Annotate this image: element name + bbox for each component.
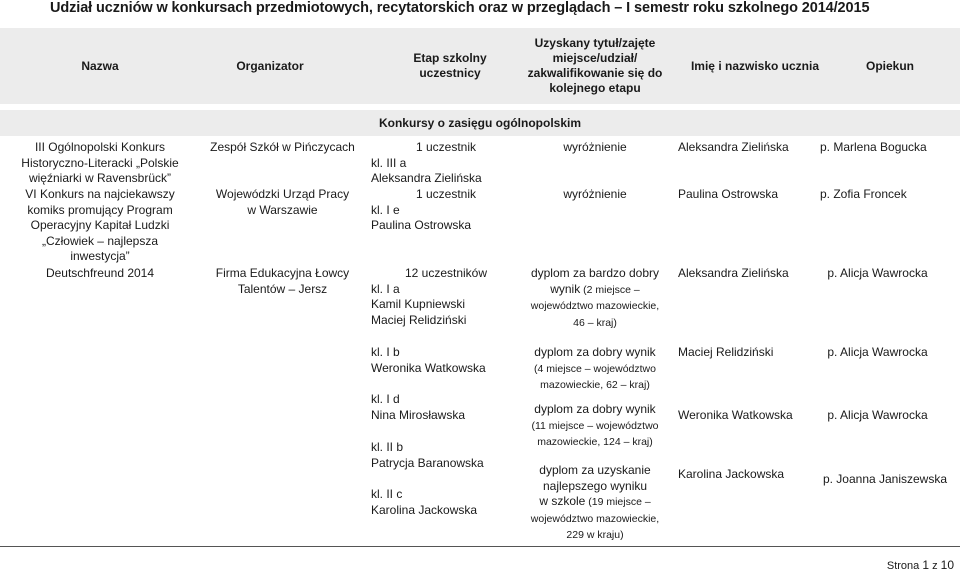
contest3-tutor-4: p. Joanna Janiszewska <box>822 472 948 486</box>
contest3-tutor-1: p. Alicja Wawrocka <box>827 266 928 280</box>
header-imie: Imię i nazwisko ucznia <box>690 58 820 73</box>
contest3-result-1: dyplom za bardzo dobry wynik (2 miejsce – województwo mazowieckie, 46 – kraj) <box>530 266 660 329</box>
header-tytul: Uzyskany tytuł/zajęte miejsce/udział/ zakwalifikowanie się do kolejnego etapu <box>527 36 663 95</box>
header-organizator: Organizator <box>236 58 304 73</box>
table-header <box>0 28 960 104</box>
contest1-tutor: p. Marlena Bogucka <box>820 140 927 154</box>
contest1-organizer: Zespół Szkół w Pińczycach <box>210 140 355 154</box>
contest3-student-name-4: Karolina Jackowska <box>678 467 785 481</box>
section-title: Konkursy o zasięgu ogólnopolskim <box>0 110 960 136</box>
contest1-name: III Ogólnopolski Konkurs Historyczno-Literacki „Polskie więźniarki w Ravensbrück” <box>21 140 179 185</box>
contest1-result: wyróżnienie <box>563 140 627 154</box>
contest3-organizer: Firma Edukacyjna Łowcy Talentów – Jersz <box>215 266 350 296</box>
contest3-tutor-3: p. Alicja Wawrocka <box>827 408 928 422</box>
contest3-stage-iic: kl. II c Karolina Jackowska <box>371 487 478 517</box>
contest2-stage: 1 uczestnik kl. I e Paulina Ostrowska <box>371 187 477 232</box>
contest3-student-name-1: Aleksandra Zielińska <box>678 266 789 280</box>
contest1-stage: 1 uczestnik kl. III a Aleksandra Zielińska <box>371 140 482 185</box>
contest2-result: wyróżnienie <box>563 187 627 201</box>
contest3-stage: 12 uczestników kl. I a Kamil Kupniewski Maciej Relidziński <box>371 266 488 327</box>
contest3-stage-iib: kl. II b Patrycja Baranowska <box>371 440 484 470</box>
contest3-student-name-2: Maciej Relidziński <box>678 345 774 359</box>
contest3-stage-ib: kl. I b Weronika Watkowska <box>371 345 486 375</box>
contest2-organizer: Wojewódzki Urząd Pracy w Warszawie <box>215 187 350 217</box>
contest3-tutor-2: p. Alicja Wawrocka <box>827 345 928 359</box>
footer-rule <box>0 546 960 547</box>
contest2-tutor: p. Zofia Froncek <box>820 187 907 201</box>
contest3-stage-id: kl. I d Nina Mirosławska <box>371 392 466 422</box>
contest2-student-name: Paulina Ostrowska <box>678 187 779 201</box>
header-etap: Etap szkolny uczestnicy <box>413 51 487 80</box>
contest2-name: VI Konkurs na najciekawszy komiks promujący Program Operacyjny Kapitał Ludzki „Człowiek – najlepsza inwestycja” <box>25 187 175 263</box>
contest1-student-name: Aleksandra Zielińska <box>678 140 789 154</box>
page-title: Udział uczniów w konkursach przedmiotowych, recytatorskich oraz w przeglądach – I semestr roku szkolnego 2014/2015 <box>50 0 870 16</box>
header-opiekun: Opiekun <box>865 58 914 73</box>
header-nazwa: Nazwa <box>81 58 119 73</box>
contest3-result-4: dyplom za uzyskanie najlepszego wyniku w szkole (19 miejsce – województwo mazowieckie, 229 w kraju) <box>530 463 660 541</box>
page-number: Strona 1 z 10 <box>886 558 954 572</box>
contest3-result-2: dyplom za dobry wynik (4 miejsce – województwo mazowieckie, 62 – kraj) <box>534 345 656 391</box>
contest3-name: Deutschfreund 2014 <box>45 266 155 280</box>
contest3-result-3: dyplom za dobry wynik (11 miejsce – województwo mazowieckie, 124 – kraj) <box>531 402 659 448</box>
contest3-student-name-3: Weronika Watkowska <box>678 408 793 422</box>
